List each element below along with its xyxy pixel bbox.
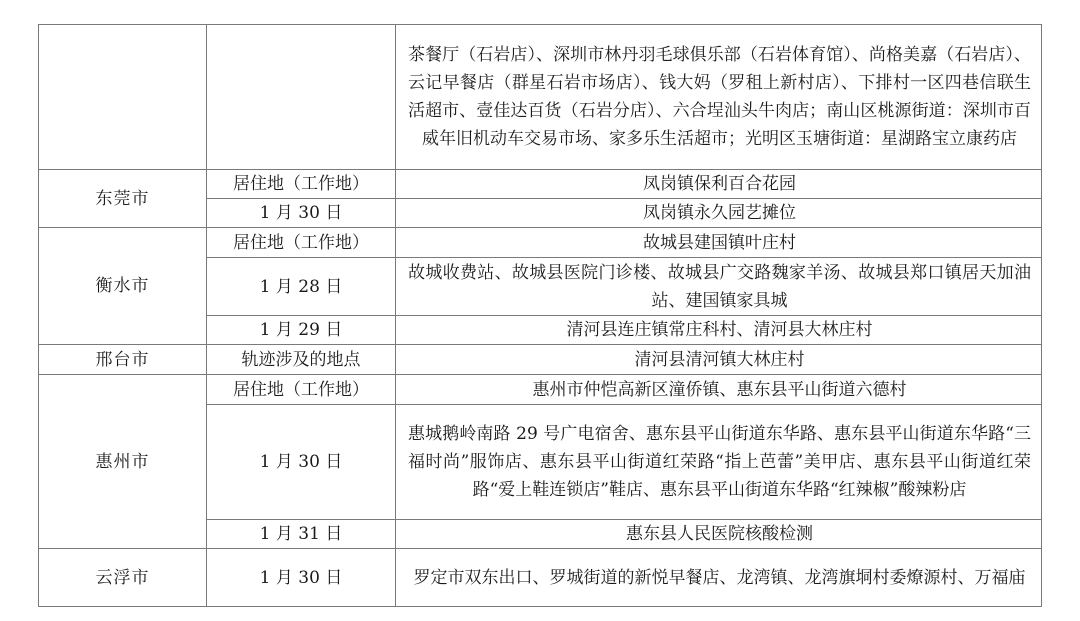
locations-cell: 清河县连庄镇常庄科村、清河县大林庄村	[396, 316, 1042, 345]
locations-cell: 故城收费站、故城县医院门诊楼、故城县广交路魏家羊汤、故城县郑口镇居天加油站、建国镇家具城	[396, 258, 1042, 316]
locations-cell: 清河县清河镇大林庄村	[396, 345, 1042, 375]
table-row	[39, 549, 1042, 607]
date-cell: 1 月 28 日	[207, 258, 396, 316]
locations-cell: 罗定市双东出口、罗城街道的新悦早餐店、龙湾镇、龙湾旗垌村委燎源村、万福庙	[396, 549, 1042, 607]
city-cell-hengshui: 衡水市	[39, 228, 207, 345]
date-cell: 居住地（工作地）	[207, 228, 396, 258]
table-row	[39, 170, 1042, 199]
locations-cell: 茶餐厅（石岩店）、深圳市林丹羽毛球俱乐部（石岩体育馆）、尚格美嘉（石岩店）、云记早餐店（群星石岩市场店）、钱大妈（罗租上新村店）、下排村一区四巷信联生活超市、壹佳达百货（石岩分店）、六合埕汕头牛肉店；南山区桃源街道：深圳市百威年旧机动车交易市场、家多乐生活超市；光明区玉塘街道：星湖路宝立康药店	[396, 25, 1042, 170]
date-cell: 居住地（工作地）	[207, 375, 396, 405]
date-cell: 1 月 30 日	[207, 405, 396, 520]
city-cell-yunfu: 云浮市	[39, 549, 207, 607]
epidemic-locations-table	[38, 24, 1042, 607]
city-cell-huizhou: 惠州市	[39, 375, 207, 549]
table-row	[39, 25, 1042, 170]
locations-cell: 故城县建国镇叶庄村	[396, 228, 1042, 258]
locations-cell: 惠州市仲恺高新区潼侨镇、惠东县平山街道六德村	[396, 375, 1042, 405]
table-row	[39, 345, 1042, 375]
city-cell-dongguan: 东莞市	[39, 170, 207, 228]
date-cell: 1 月 31 日	[207, 520, 396, 549]
city-cell-empty	[39, 25, 207, 170]
locations-cell: 凤岗镇保利百合花园	[396, 170, 1042, 199]
date-cell: 轨迹涉及的地点	[207, 345, 396, 375]
locations-cell: 惠城鹅岭南路 29 号广电宿舍、惠东县平山街道东华路、惠东县平山街道东华路“三福时尚”服饰店、惠东县平山街道红荣路“指上芭蕾”美甲店、惠东县平山街道红荣路“爱上鞋连锁店”鞋店、惠东县平山街道东华路“红辣椒”酸辣粉店	[396, 405, 1042, 520]
locations-cell: 凤岗镇永久园艺摊位	[396, 199, 1042, 228]
date-cell: 居住地（工作地）	[207, 170, 396, 199]
table-row	[39, 375, 1042, 405]
date-cell: 1 月 29 日	[207, 316, 396, 345]
date-cell-empty	[207, 25, 396, 170]
table-row	[39, 228, 1042, 258]
date-cell: 1 月 30 日	[207, 549, 396, 607]
locations-cell: 惠东县人民医院核酸检测	[396, 520, 1042, 549]
date-cell: 1 月 30 日	[207, 199, 396, 228]
city-cell-xingtai: 邢台市	[39, 345, 207, 375]
